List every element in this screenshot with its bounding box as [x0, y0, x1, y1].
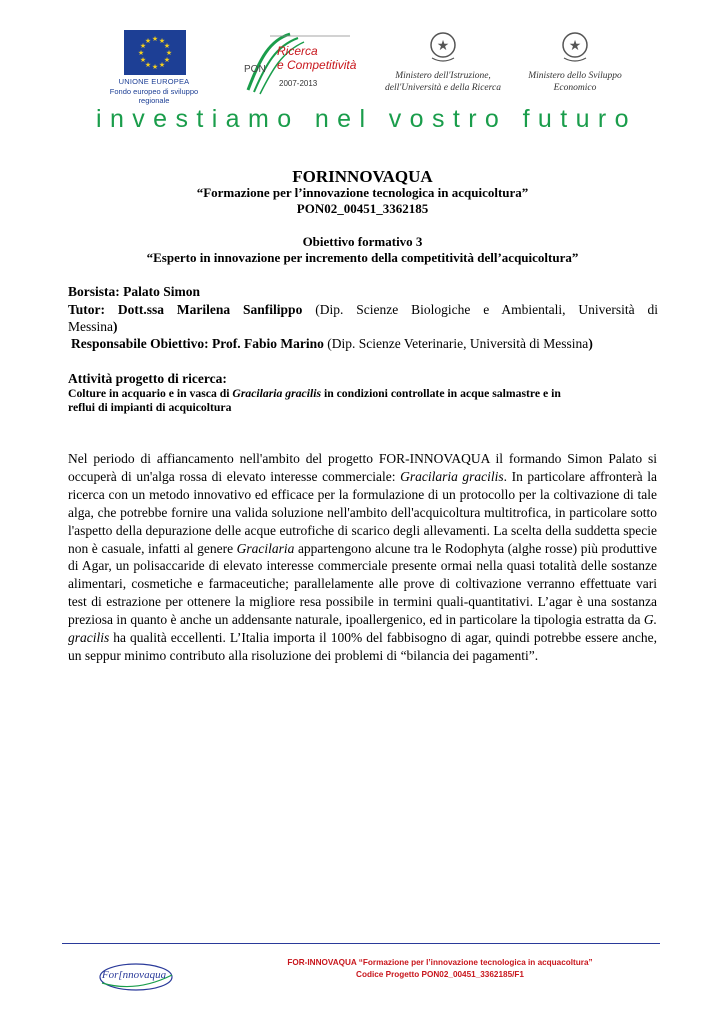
footer-logo-text: For[nnovaqua: [101, 969, 167, 981]
ministry-mise-caption: Ministero dello Sviluppo Economico: [528, 71, 622, 93]
pon-ricerca-label: Ricerca: [277, 44, 318, 58]
project-code: PON02_00451_3362185: [296, 201, 429, 216]
italian-emblem-icon: [428, 30, 458, 64]
activity-heading: Attività progetto di ricerca:: [68, 371, 227, 386]
footer-divider: [62, 943, 660, 944]
tutor-line: [68, 301, 658, 318]
svg-text:★: ★: [163, 42, 171, 50]
svg-text:★: ★: [165, 49, 173, 57]
svg-text:★: ★: [436, 38, 450, 54]
ministry-miur-caption: Ministero dell'Istruzione, dell'Università e della Ricerca: [385, 71, 501, 93]
eu-stars-icon: [124, 30, 186, 75]
svg-text:★: ★: [158, 37, 166, 45]
activity-text: in condizioni controllate in acque salmastre e in: [321, 387, 561, 400]
body-text: appartengono alcune tra le Rodophyta (alghe rosse) più produttive di Agar, un polisaccaride di elevato interesse commerciale presente ormai nella quasi totalità delle sostanze alimentari, cosmetiche e farmaceutiche; parallelamente alle prove di coltivazione verranno effettuate vari test di estrazione per ottenere la migliore resa possibile in termini quali-quantitativi. L’agar è una sostanza preziosa in quanto è anche un addensante naturale, ipoallergenico, ed in particolare la tipologia estratta da: [68, 540, 658, 628]
tutor-line-2: [68, 318, 658, 335]
activity-text: Colture in acquario e in vasca di: [68, 387, 233, 400]
activity-species: Gracilaria gracilis: [232, 387, 322, 400]
borsista-line: Borsista: Palato Simon: [68, 284, 201, 299]
footer-code: Codice Progetto PON02_00451_3362185/F1: [356, 970, 524, 979]
body-paragraph: [68, 450, 657, 665]
tutor-affiliation-2: Messina: [68, 319, 113, 334]
svg-text:★: ★: [144, 61, 152, 69]
pon-competitivita-label: e Competitività: [277, 58, 357, 72]
forinnovaqua-logo: [96, 957, 176, 997]
responsabile-affiliation: (Dip. Scienze Veterinarie, Università di Messina: [327, 336, 589, 351]
eu-flag-logo: [124, 30, 186, 75]
responsabile-line: [71, 336, 671, 352]
pon-label: PON: [244, 64, 266, 75]
species-name: G. gracilis: [68, 612, 657, 646]
svg-text:★: ★: [139, 42, 147, 50]
objective-number: Obiettivo formativo 3: [302, 234, 423, 249]
project-title: FORINNOVAQUA: [292, 167, 433, 186]
svg-text:★: ★: [151, 63, 159, 71]
tutor-close-paren: ): [113, 319, 118, 334]
project-subtitle: “Formazione per l’innovazione tecnologica in acquicoltura”: [196, 185, 529, 200]
footer-project: FOR-INNOVAQUA “Formazione per l’innovazione tecnologica in acquacoltura”: [287, 958, 593, 967]
eu-caption: UNIONE EUROPEA: [118, 77, 190, 86]
tutor-name: Tutor: Dott.ssa Marilena Sanfilippo: [68, 302, 303, 317]
body-text: Nel periodo di affiancamento nell'ambito del progetto FOR-INNOVAQUA il formando Simon Palato si occuperà di un'alga rossa di elevato interesse commerciale:: [68, 451, 657, 484]
genus-name: Gracilaria: [236, 540, 295, 556]
italian-emblem-icon: [560, 30, 590, 64]
svg-text:★: ★: [144, 37, 152, 45]
eu-fund-caption: Fondo europeo di sviluppo regionale: [109, 87, 199, 105]
svg-text:★: ★: [137, 49, 145, 57]
svg-text:★: ★: [139, 56, 147, 64]
responsabile-name: Responsabile Obiettivo: Prof. Fabio Marino: [71, 336, 324, 351]
svg-text:★: ★: [163, 56, 171, 64]
responsabile-close-paren: ): [588, 336, 593, 351]
activity-description-2: reflui di impianti di acquicoltura: [68, 401, 232, 414]
activity-description: [68, 387, 658, 401]
svg-text:★: ★: [568, 38, 582, 54]
body-text: ha qualità eccellenti. L’Italia importa il 100% del fabbisogno di agar, quindi potrebbe essere anche, un seppur minimo contributo alla risoluzione dei problemi di “bilancia dei pagamenti”.: [68, 630, 657, 663]
slogan-banner: investiamo nel vostro futuro: [96, 105, 637, 133]
tutor-affiliation: (Dip. Scienze Biologiche e Ambientali, Università di: [315, 302, 658, 317]
svg-text:★: ★: [151, 35, 159, 43]
svg-text:★: ★: [158, 61, 166, 69]
objective-title: “Esperto in innovazione per incremento della competitività dell’acquicoltura”: [146, 250, 579, 265]
species-name: Gracilaria gracilis: [400, 468, 504, 484]
pon-years: 2007-2013: [279, 79, 318, 88]
body-text: . In particolare affronterà la ricerca con un metodo innovativo ed efficace per la formulazione di un protocollo per la coltivazione di tale alga, che potrebbe fornire una valida soluzione nell'ambito dell'acquicoltura multitrofica, in particolare sotto l'aspetto della depurazione delle acque eutrofiche di scarico degli allevamenti. La scelta della suddetta specie non è casuale, infatti al genere: [68, 468, 657, 556]
